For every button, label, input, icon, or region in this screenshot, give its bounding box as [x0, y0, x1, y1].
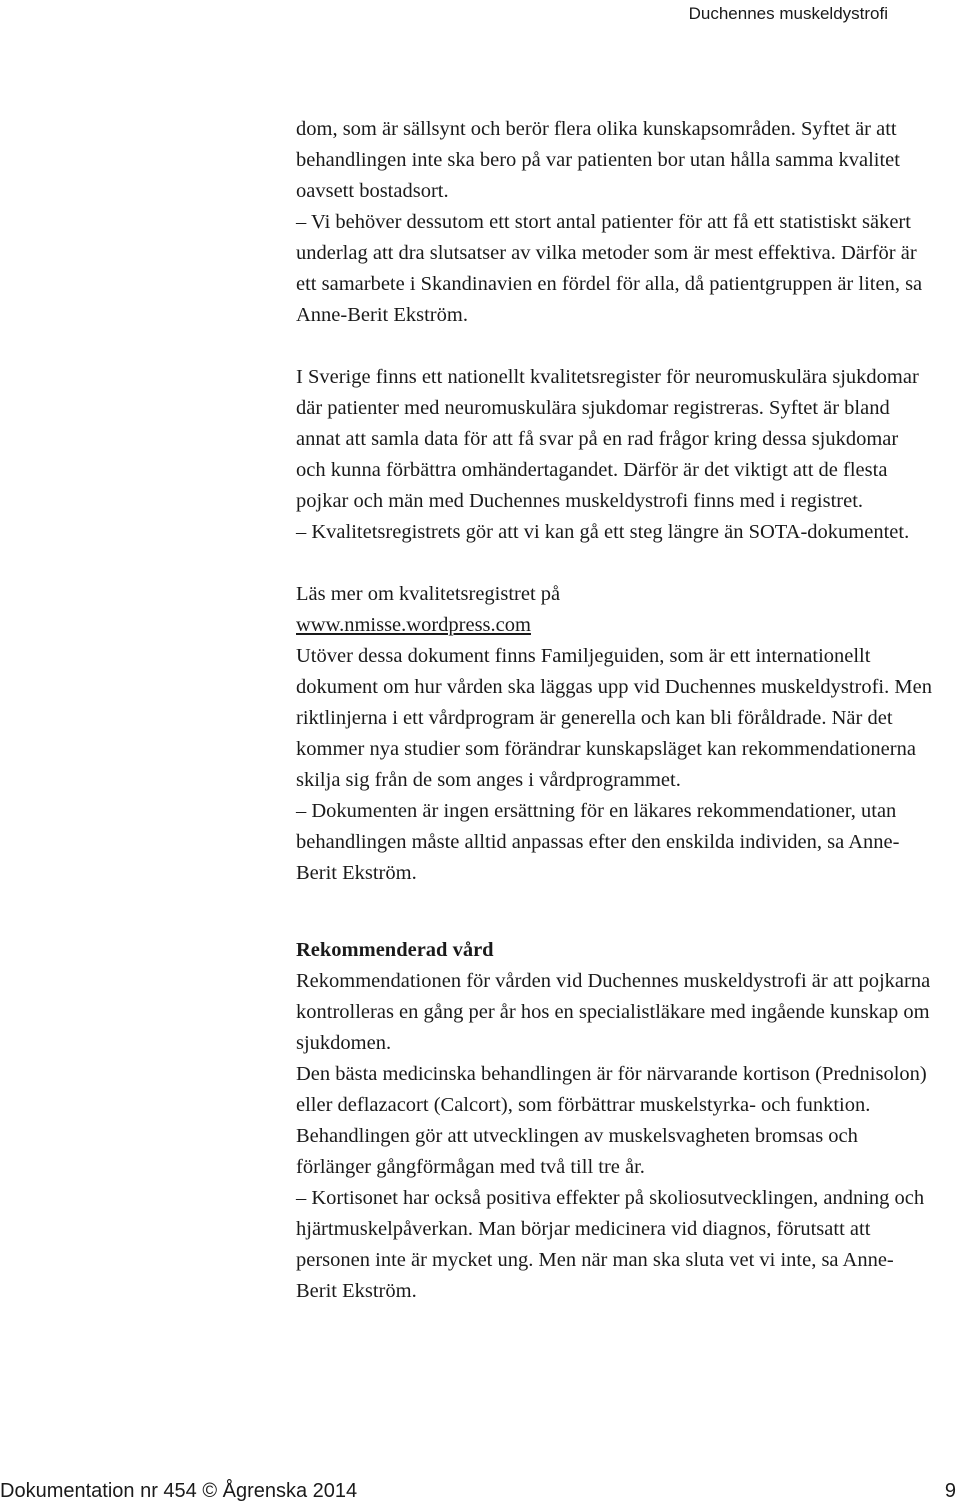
page-number: 9	[944, 1480, 956, 1502]
paragraph: Utöver dessa dokument finns Familjeguiden, som är ett internationellt dokument om hur vården ska läggas upp vid Duchennes muskeldystrofi. Men riktlinjerna i ett vårdprogram är generella och kan bli föråldrade. När det kommer nya studier som förändrar kunskapsläget kan rekommendationerna skilja sig från de som anges i vårdprogrammet.	[296, 645, 932, 791]
registry-link[interactable]: www.nmisse.wordpress.com	[296, 614, 531, 636]
paragraph: dom, som är sällsynt och berör flera olika kunskapsområden. Syftet är att behandlingen inte ska bero på var patienten bor utan hålla samma kvalitet oavsett bostadsort.	[296, 118, 900, 202]
quote-paragraph: – Vi behöver dessutom ett stort antal patienter för att få ett statistiskt säkert underlag att dra slutsatser av vilka metoder som är mest effektiva. Därför är ett samarbete i Skandinavien en fördel för alla, då patientgruppen är liten, sa Anne-Berit Ekström.	[296, 211, 923, 326]
paragraph: Rekommendationen för vården vid Duchennes muskeldystrofi är att pojkarna kontrolleras en gång per år hos en specialistläkare med ingående kunskap om sjukdomen.	[296, 970, 931, 1054]
section-heading: Rekommenderad vård	[296, 939, 494, 961]
article-body	[296, 114, 932, 1307]
quote-paragraph: – Dokumenten är ingen ersättning för en läkares rekommendationer, utan behandlingen måste alltid anpassas efter den enskilda individen, sa Anne-Berit Ekström.	[296, 800, 900, 884]
paragraph: I Sverige finns ett nationellt kvalitetsregister för neuromuskulära sjukdomar där patienter med neuromuskulära sjukdomar registreras. Syftet är bland annat att samla data för att få svar på en rad frågor kring dessa sjukdomar och kunna förbättra omhändertagandet. Därför är det viktigt att de flesta pojkar och män med Duchennes muskeldystrofi finns med i registret.	[296, 366, 919, 512]
quote-paragraph: – Kortisonet har också positiva effekter på skoliosutvecklingen, andning och hjärtmuskelpåverkan. Man börjar medicinera vid diagnos, förutsatt att personen inte är mycket ung. Men när man ska sluta vet vi inte, sa Anne-Berit Ekström.	[296, 1187, 925, 1302]
quote-paragraph: – Kvalitetsregistrets gör att vi kan gå ett steg längre än SOTA-dokumentet.	[296, 521, 910, 543]
paragraph: Läs mer om kvalitetsregistret på	[296, 583, 561, 605]
running-header-title: Duchennes muskeldystrofi	[688, 4, 888, 23]
footer-publication-text: Dokumentation nr 454 © Ågrenska 2014	[0, 1480, 358, 1502]
paragraph: Den bästa medicinska behandlingen är för närvarande kortison (Prednisolon) eller deflazacort (Calcort), som förbättrar muskelstyrka- och funktion. Behandlingen gör att utvecklingen av muskelsvagheten bromsas och förlänger gångförmågan med två till tre år.	[296, 1063, 927, 1178]
